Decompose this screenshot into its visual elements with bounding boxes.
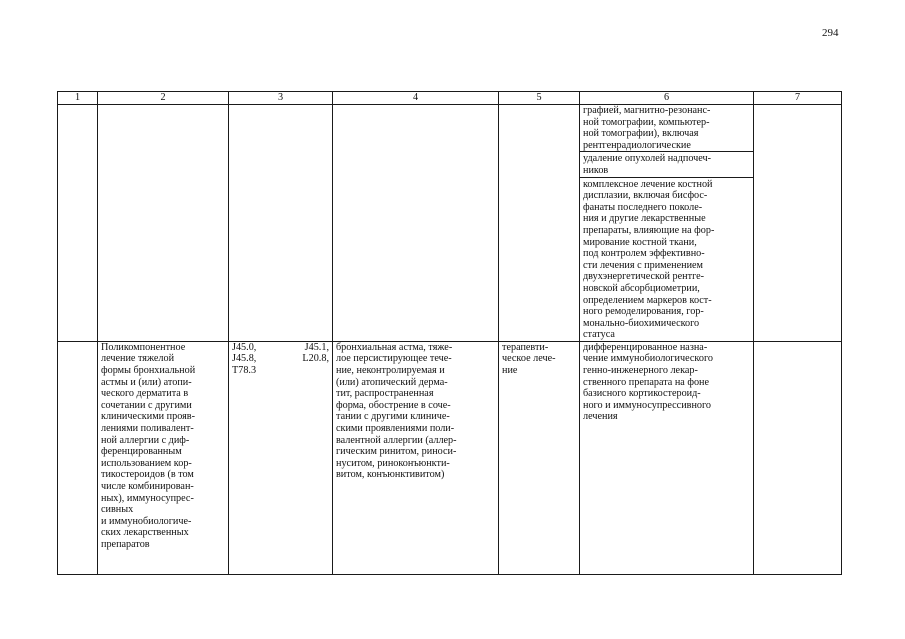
cell-continuation-col7	[754, 105, 842, 342]
column-header-4: 4	[333, 92, 499, 105]
table-row-continuation	[58, 105, 842, 342]
method-item-bone-dysplasia-treatment: комплексное лечение костной дисплазии, включая бисфос- фанаты последнего поколе- ния и другие лекарственные препараты, влияющие на фор- мирование костной ткани, под контролем эффективно- сти лечения с применением двухэнергетической рентге- новской абсорбциометрии, определением маркеров кост- ного ремоделирования, гор- монально-биохимического статуса	[580, 177, 753, 341]
icd-codes-right: J45.1, L20.8,	[302, 341, 329, 365]
page-number: 294	[822, 27, 839, 39]
cell-treatment-name: Поликомпонентное лечение тяжелой формы бронхиальной астмы и (или) атопи- ческого дерматита в сочетании с другими клиническими прояв- лениями поливалент- ной аллергии с диф- ференцированным использованием кор- тикостероидов (в том числе комбинирован- ных), иммуносупрес- сивных и иммунобиологиче- ских лекарственных препаратов	[98, 341, 229, 574]
cell-treatment-method: дифференцированное назна- чение иммунобиологического генно-инженерного лекар- ственного препарата на фоне базисного кортикостероид- ного и иммуносупрессивного лечения	[580, 341, 754, 574]
cell-continuation-col6	[580, 105, 754, 342]
cell-icd-codes	[229, 341, 333, 574]
cell-asthma-col1	[58, 341, 98, 574]
column-header-6: 6	[580, 92, 754, 105]
medical-care-table	[57, 91, 842, 575]
column-header-7: 7	[754, 92, 842, 105]
column-header-1: 1	[58, 92, 98, 105]
column-header-5: 5	[499, 92, 580, 105]
column-header-2: 2	[98, 92, 229, 105]
cell-continuation-col2	[98, 105, 229, 342]
cell-asthma-col7	[754, 341, 842, 574]
table-header-row	[58, 92, 842, 105]
cell-patient-model: бронхиальная астма, тяже- лое персистирующее тече- ние, неконтролируемая и (или) атопический дерма- тит, распространенная форма, обострение в соче- тании с другими клиниче- скими проявлениями поли- валентной аллергии (аллер- гическим ринитом, риноси- нуситом, риноконъюнкти- витом, конъюнктивитом)	[333, 341, 499, 574]
cell-treatment-type: терапевти- ческое лече- ние	[499, 341, 580, 574]
method-item-imaging: графией, магнитно-резонанс- ной томографии, компьютер- ной томографии), включая рентгенрадиологические	[583, 105, 711, 151]
column-header-3: 3	[229, 92, 333, 105]
method-item-adrenal-tumor-removal: удаление опухолей надпочеч- ников	[580, 151, 753, 176]
table-row-asthma	[58, 341, 842, 574]
cell-continuation-col5	[499, 105, 580, 342]
cell-continuation-col4	[333, 105, 499, 342]
cell-continuation-col1	[58, 105, 98, 342]
cell-continuation-col3	[229, 105, 333, 342]
icd-codes-left: J45.0, J45.8, T78.3	[232, 341, 257, 377]
